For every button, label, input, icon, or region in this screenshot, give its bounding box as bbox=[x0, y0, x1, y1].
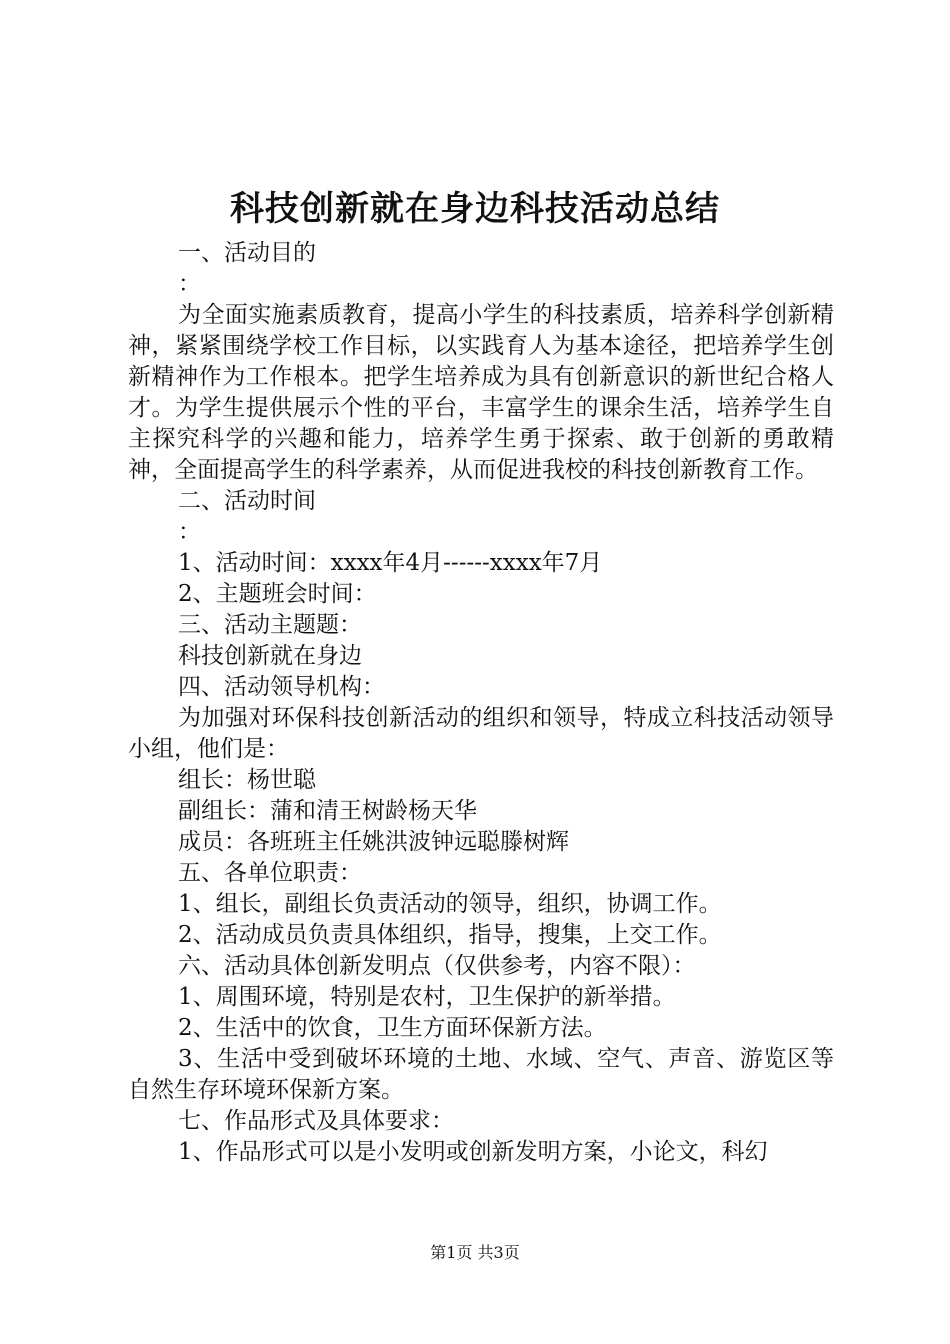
list-item: 成员：各班班主任姚洪波钟远聪滕树辉 bbox=[178, 829, 569, 855]
section-heading-purpose: 一、活动目的 bbox=[178, 240, 316, 266]
list-item: 2、生活中的饮食，卫生方面环保新方法。 bbox=[178, 1015, 607, 1041]
section-heading-leadership: 四、活动领导机构： bbox=[178, 674, 385, 700]
paragraph-purpose: 为全面实施素质教育，提高小学生的科技素质，培养科学创新精神，紧紧围绕学校工作目标，以实践育人为基本途径，把培养学生创新精神作为工作根本。把学生培养成为具有创新意识的新世纪合格人才。为学生提供展示个性的平台，丰富学生的课余生活，培养学生自主探究科学的兴趣和能力，培养学生勇于探索、敢于创新的勇敢精神，全面提高学生的科学素养，从而促进我校的科技创新教育工作。 bbox=[128, 302, 834, 483]
list-item: 1、周围环境，特别是农村，卫生保护的新举措。 bbox=[178, 984, 676, 1010]
paragraph-colon: ： bbox=[178, 271, 201, 297]
list-item: 2、主题班会时间： bbox=[178, 581, 377, 607]
list-item: 2、活动成员负责具体组织，指导，搜集，上交工作。 bbox=[178, 922, 722, 948]
list-item: 1、作品形式可以是小发明或创新发明方案，小论文，科幻 bbox=[178, 1139, 768, 1165]
page-footer: 第1页 共3页 bbox=[430, 1243, 520, 1262]
list-item: 3、生活中受到破坏环境的土地、水域、空气、声音、游览区等自然生存环境环保新方案。 bbox=[128, 1046, 834, 1103]
section-heading-requirements: 七、作品形式及具体要求： bbox=[178, 1108, 454, 1134]
document-body bbox=[128, 238, 834, 1168]
list-item: 组长：杨世聪 bbox=[178, 767, 316, 793]
section-heading-duties: 五、各单位职责： bbox=[178, 860, 362, 886]
list-item: 副组长：蒲和清王树龄杨天华 bbox=[178, 798, 477, 824]
paragraph-colon: ： bbox=[178, 519, 201, 545]
list-item: 1、组长，副组长负责活动的领导，组织，协调工作。 bbox=[178, 891, 722, 917]
paragraph-theme: 科技创新就在身边 bbox=[178, 643, 362, 669]
paragraph-leadership: 为加强对环保科技创新活动的组织和领导，特成立科技活动领导小组，他们是： bbox=[128, 705, 834, 762]
section-heading-invention-points: 六、活动具体创新发明点（仅供参考，内容不限）： bbox=[178, 953, 696, 979]
section-heading-theme: 三、活动主题题： bbox=[178, 612, 362, 638]
section-heading-time: 二、活动时间 bbox=[178, 488, 316, 514]
list-item: 1、活动时间：xxxx年4月------xxxx年7月 bbox=[178, 550, 603, 576]
document-title: 科技创新就在身边科技活动总结 bbox=[230, 189, 720, 229]
